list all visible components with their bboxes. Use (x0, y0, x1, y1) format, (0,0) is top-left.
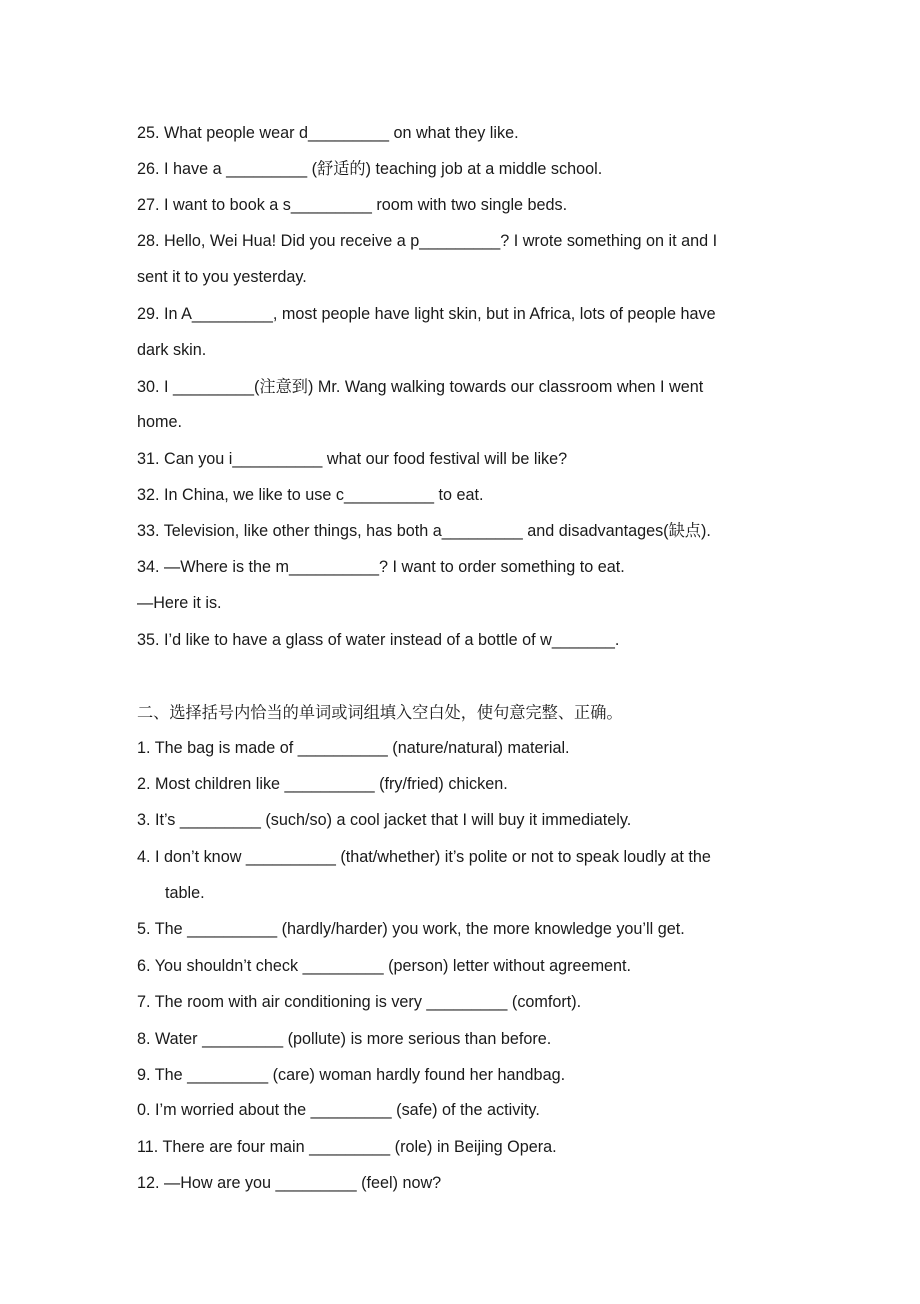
question-28-continued: sent it to you yesterday. (137, 268, 307, 286)
exercise-9: 9. The _________ (care) woman hardly found her handbag. (137, 1066, 566, 1084)
exercise-12: 12. —How are you _________ (feel) now? (137, 1174, 442, 1192)
exercise-4-continued: table. (165, 884, 205, 902)
question-28: 28. Hello, Wei Hua! Did you receive a p_________? I wrote something on it and I (137, 232, 718, 250)
exercise-4: 4. I don’t know __________ (that/whether) it’s polite or not to speak loudly at the (137, 848, 711, 866)
exercise-11: 11. There are four main _________ (role) in Beijing Opera. (137, 1138, 557, 1156)
question-27: 27. I want to book a s_________ room with two single beds. (137, 196, 568, 214)
question-32: 32. In China, we like to use c__________ to eat. (137, 486, 484, 504)
question-31: 31. Can you i__________ what our food festival will be like? (137, 450, 568, 468)
question-26: 26. I have a _________ (舒适的) teaching job at a middle school. (137, 160, 603, 178)
exercise-5: 5. The __________ (hardly/harder) you work, the more knowledge you’ll get. (137, 920, 685, 938)
question-30: 30. I _________(注意到) Mr. Wang walking towards our classroom when I went (137, 378, 704, 396)
question-29: 29. In A_________, most people have light skin, but in Africa, lots of people have (137, 305, 716, 323)
question-35: 35. I’d like to have a glass of water instead of a bottle of w_______. (137, 631, 620, 649)
exercise-6: 6. You shouldn’t check _________ (person) letter without agreement. (137, 957, 632, 975)
exercise-7: 7. The room with air conditioning is very _________ (comfort). (137, 993, 582, 1011)
exercise-2: 2. Most children like __________ (fry/fried) chicken. (137, 775, 508, 793)
section-two-heading: 二、选择括号内恰当的单词或词组填入空白处，使句意完整、正确。 (137, 704, 623, 722)
question-30-continued: home. (137, 413, 182, 431)
question-29-continued: dark skin. (137, 341, 207, 359)
exercise-3: 3. It’s _________ (such/so) a cool jacket that I will buy it immediately. (137, 811, 632, 829)
question-34-answer: —Here it is. (137, 594, 222, 612)
question-34: 34. —Where is the m__________? I want to order something to eat. (137, 558, 625, 576)
question-33: 33. Television, like other things, has both a_________ and disadvantages(缺点). (137, 522, 711, 540)
exercise-8: 8. Water _________ (pollute) is more serious than before. (137, 1030, 552, 1048)
exercise-10: 0. I’m worried about the _________ (safe) of the activity. (137, 1101, 540, 1119)
question-25: 25. What people wear d_________ on what they like. (137, 124, 519, 142)
exercise-1: 1. The bag is made of __________ (nature/natural) material. (137, 739, 570, 757)
